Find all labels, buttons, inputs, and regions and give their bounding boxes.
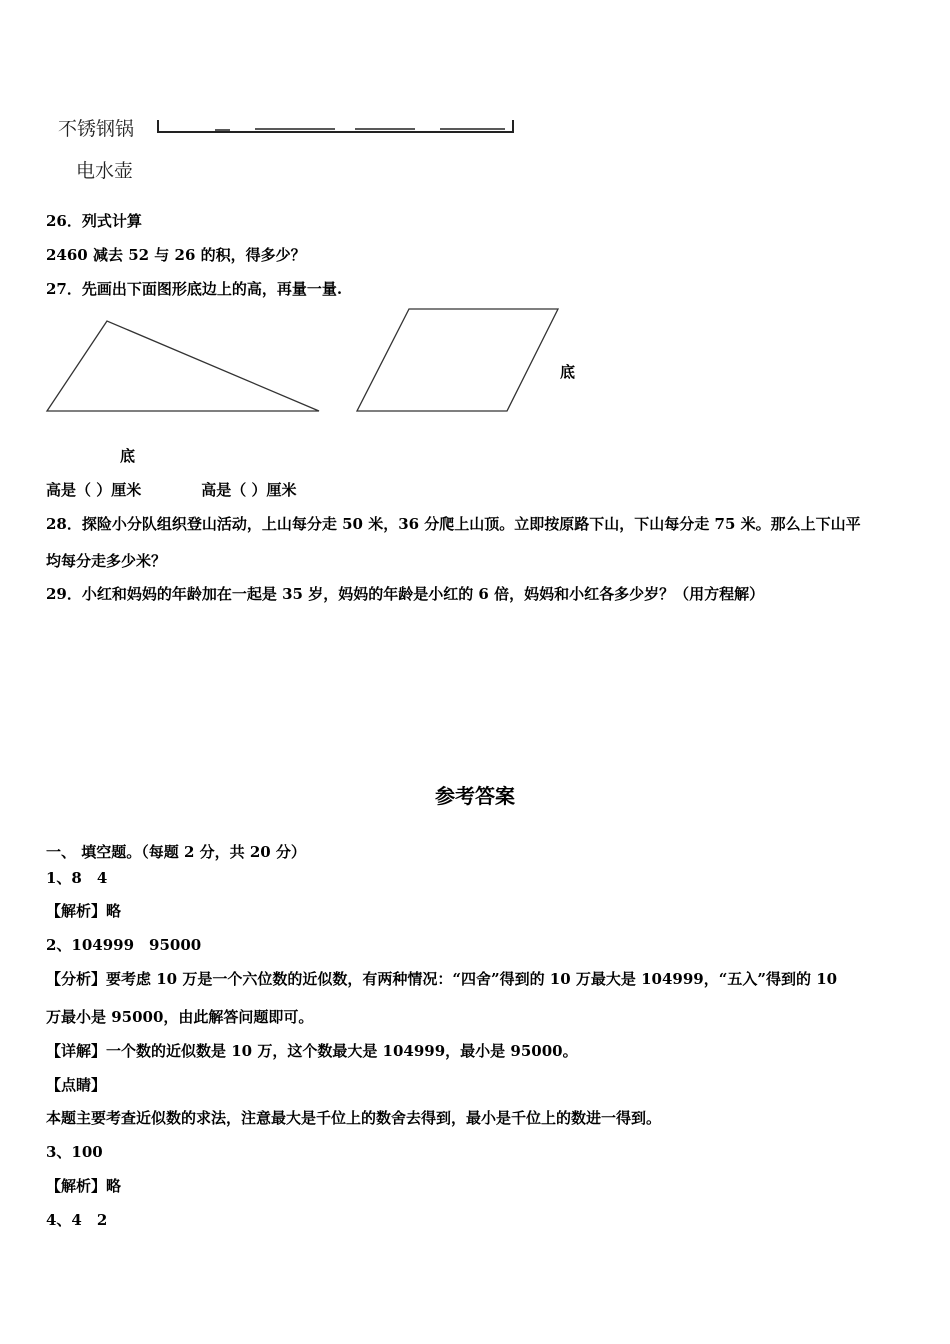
- q26-text: 2460 减去 52 与 26 的积，得多少？: [46, 246, 306, 264]
- q28-line-2: 均每分走多少米？: [46, 552, 167, 570]
- answer-2-point: 本题主要考查近似数的求法，注意最大是千位上的数舍去得到，最小是千位上的数进一得到。: [46, 1109, 662, 1127]
- answer-3-note: 【解析】略: [46, 1177, 122, 1195]
- answer-4: 4、4 2: [46, 1211, 108, 1229]
- scan-item-stainless-pot: 不锈钢锅: [58, 118, 135, 140]
- parallelogram-base-label: 底: [560, 363, 576, 381]
- answer-2-detail: 【详解】一个数的近似数是 10 万，这个数最大是 104999，最小是 95000。: [46, 1042, 578, 1060]
- scan-bracket-line: [155, 110, 525, 140]
- scan-item-kettle: 电水壶: [76, 160, 134, 182]
- answers-section-1: 一、 填空题。（每题 2 分，共 20 分）: [46, 843, 306, 861]
- q28-line-1: 28．探险小分队组织登山活动，上山每分走 50 米，36 分爬上山顶。立即按原路下山，下山每分走 75 米。那么上下山平: [46, 515, 861, 533]
- q27-title: 27．先画出下面图形底边上的高，再量一量.: [46, 280, 343, 298]
- triangle-figure: [40, 314, 330, 424]
- q29-text: 29．小红和妈妈的年龄加在一起是 35 岁，妈妈的年龄是小红的 6 倍，妈妈和小红各多少岁？（用方程解）: [46, 585, 765, 603]
- answers-title: 参考答案: [435, 784, 515, 808]
- answer-2-analysis-1: 【分析】要考虑 10 万是一个六位数的近似数，有两种情况：“四舍”得到的 10 万最大是 104999，“五入”得到的 10: [46, 970, 838, 988]
- parallelogram-figure: [350, 300, 570, 420]
- answer-3: 3、100: [46, 1143, 103, 1161]
- answer-1: 1、8 4: [46, 869, 108, 887]
- answer-2: 2、104999 95000: [46, 936, 202, 954]
- answer-1-note: 【解析】略: [46, 902, 122, 920]
- q26-title: 26．列式计算: [46, 212, 142, 230]
- triangle-base-label: 底: [120, 447, 136, 465]
- answer-2-analysis-2: 万最小是 95000，由此解答问题即可。: [46, 1008, 314, 1026]
- q27-height-answer: 高是（ ）厘米 高是（ ）厘米: [46, 481, 297, 499]
- answer-2-point-label: 【点睛】: [46, 1076, 107, 1094]
